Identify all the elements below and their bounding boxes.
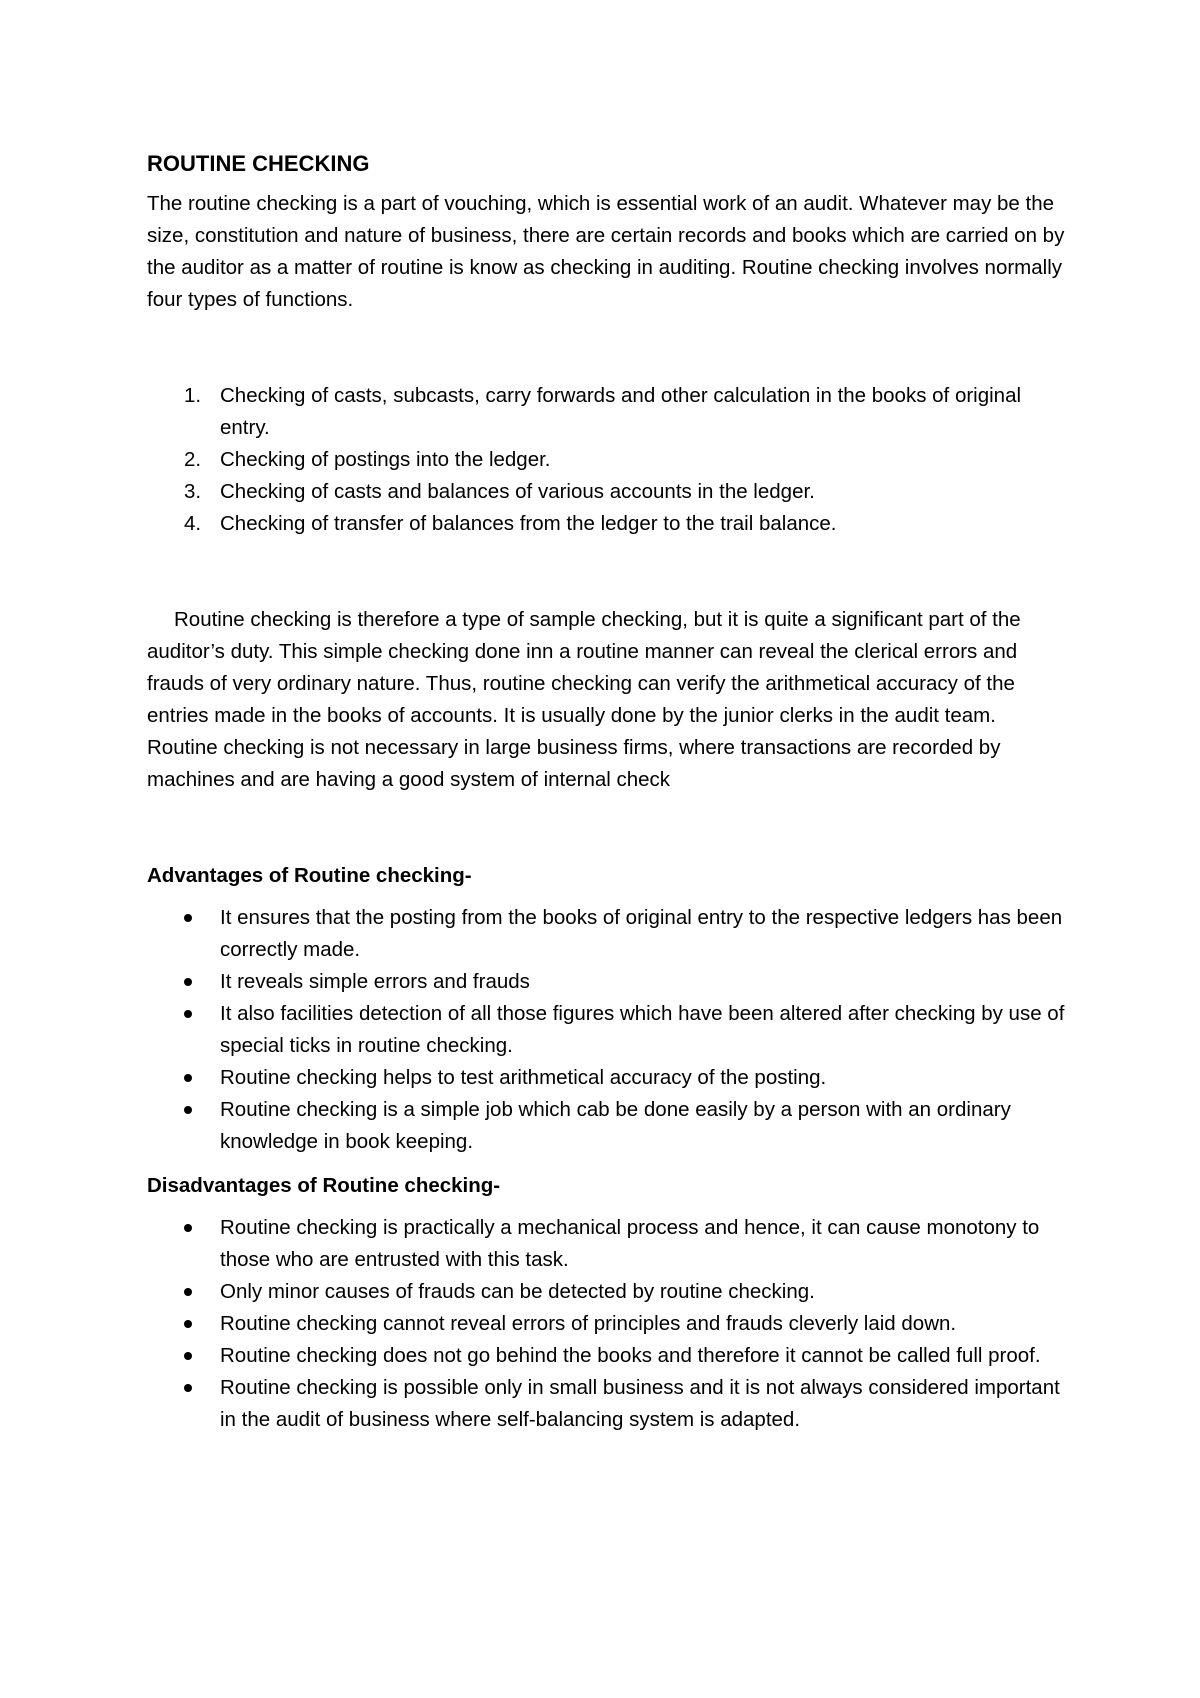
bullet-icon xyxy=(184,1288,192,1296)
list-item xyxy=(147,1276,1067,1308)
bullet-icon xyxy=(184,1074,192,1082)
disadvantages-list xyxy=(147,1212,1067,1436)
list-item xyxy=(147,1062,1067,1094)
list-item-text: Checking of casts and balances of various accounts in the ledger. xyxy=(220,480,815,503)
bullet-icon xyxy=(184,1106,192,1114)
advantages-list xyxy=(147,902,1067,1158)
explanation-paragraph: Routine checking is therefore a type of sample checking, but it is quite a significant part of the auditor’s duty. This simple checking done inn a routine manner can reveal the clerical errors and frauds of very ordinary nature. Thus, routine checking can verify the arithmetical accuracy of the entries made in the books of accounts. It is usually done by the junior clerks in the audit team. Routine checking is not necessary in large business firms, where transactions are recorded by machines and are having a good system of internal check xyxy=(147,608,1021,791)
list-item-text: Routine checking does not go behind the books and therefore it cannot be called full proof. xyxy=(220,1344,1041,1367)
list-item-text: Checking of postings into the ledger. xyxy=(220,448,551,471)
disadvantages-heading: Disadvantages of Routine checking- xyxy=(147,1174,501,1197)
bullet-icon xyxy=(184,1352,192,1360)
document-body xyxy=(147,148,1067,1436)
list-item-text: Checking of casts, subcasts, carry forwards and other calculation in the books of original entry. xyxy=(220,384,1022,439)
list-item xyxy=(147,444,1067,476)
list-number: 4. xyxy=(184,512,202,535)
list-item xyxy=(147,476,1067,508)
list-item xyxy=(147,1340,1067,1372)
advantages-heading: Advantages of Routine checking- xyxy=(147,864,472,887)
bullet-icon xyxy=(184,1224,192,1232)
list-item-text: It ensures that the posting from the books of original entry to the respective ledgers has been correctly made. xyxy=(220,906,1063,961)
bullet-icon xyxy=(184,914,192,922)
bullet-icon xyxy=(184,1384,192,1392)
list-item xyxy=(147,1372,1067,1436)
list-item xyxy=(147,998,1067,1062)
list-item-text: Checking of transfer of balances from the ledger to the trail balance. xyxy=(220,512,837,535)
list-item xyxy=(147,1212,1067,1276)
functions-list xyxy=(147,380,1067,540)
list-item xyxy=(147,508,1067,540)
list-number: 2. xyxy=(184,448,202,471)
page-title: ROUTINE CHECKING xyxy=(147,151,370,176)
list-number: 3. xyxy=(184,480,202,503)
list-item xyxy=(147,1308,1067,1340)
bullet-icon xyxy=(184,1320,192,1328)
list-item xyxy=(147,1094,1067,1158)
list-item xyxy=(147,380,1067,444)
list-item-text: Routine checking is possible only in small business and it is not always considered important in the audit of business where self-balancing system is adapted. xyxy=(220,1376,1060,1431)
bullet-icon xyxy=(184,978,192,986)
list-item xyxy=(147,902,1067,966)
list-item-text: Routine checking is a simple job which cab be done easily by a person with an ordinary knowledge in book keeping. xyxy=(220,1098,1011,1153)
list-item-text: Routine checking helps to test arithmetical accuracy of the posting. xyxy=(220,1066,827,1089)
list-item-text: It reveals simple errors and frauds xyxy=(220,970,530,993)
list-number: 1. xyxy=(184,384,202,407)
list-item-text: It also facilities detection of all those figures which have been altered after checking by use of special ticks in routine checking. xyxy=(220,1002,1065,1057)
list-item-text: Routine checking cannot reveal errors of principles and frauds cleverly laid down. xyxy=(220,1312,957,1335)
intro-paragraph: The routine checking is a part of vouching, which is essential work of an audit. Whatever may be the size, constitution and nature of business, there are certain records and books which are carried on by the auditor as a matter of routine is know as checking in auditing. Routine checking involves normally four types of functions. xyxy=(147,192,1065,311)
list-item xyxy=(147,966,1067,998)
list-item-text: Only minor causes of frauds can be detected by routine checking. xyxy=(220,1280,815,1303)
bullet-icon xyxy=(184,1010,192,1018)
list-item-text: Routine checking is practically a mechanical process and hence, it can cause monotony to those who are entrusted with this task. xyxy=(220,1216,1040,1271)
